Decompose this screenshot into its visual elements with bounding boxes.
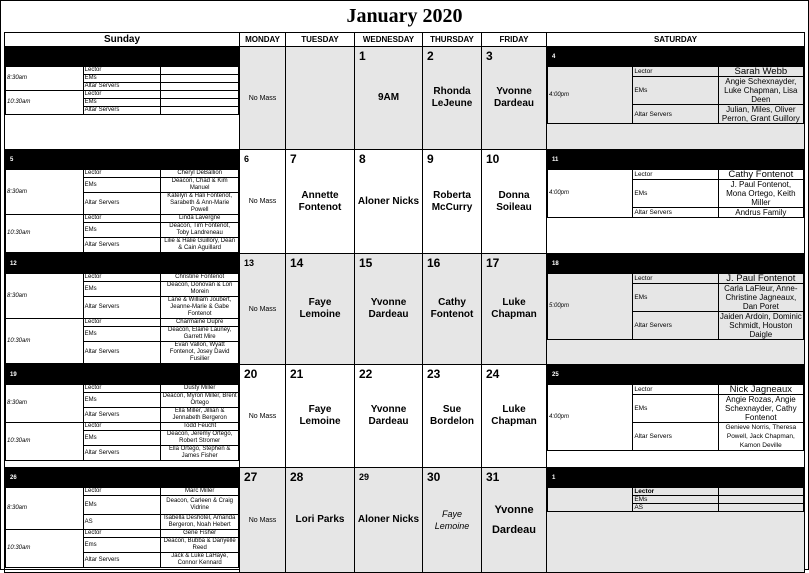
mass-time: 10:30am [6,91,84,115]
reader-name: Yvonne Dardeau [368,404,409,427]
reader-name: Rhonda LeJeune [431,86,473,109]
day-cell-tuesday [286,468,355,573]
reader-name: Sue Bordelon [430,404,474,427]
mass-time: 8:30am [6,170,84,215]
mass-time: 10:30am [6,423,84,461]
lector-name: Sarah Webb [718,67,803,77]
role-label: Altar Servers [83,446,161,461]
role-label: EMs [633,395,718,423]
ems-names [718,496,803,504]
role-label: Altar Servers [83,238,161,253]
day-cell-saturday [547,468,805,573]
reader-name: Yvonne Dardeau [493,86,534,109]
day-cell-saturday [547,254,805,365]
altar-servers: Jaiden Ardoin, Dominic Schmidt, Houston Daigle [719,312,802,339]
day-number: 27 [244,470,258,484]
weekday-sunday: Sunday [5,33,240,47]
role-label: EMs [83,75,161,83]
sunday-schedule [5,365,239,461]
role-label: Lector [83,385,161,393]
altar-servers: Lilie & Halie Guillory, Dean & Cain Aguillard [161,238,239,253]
ems-names: Carla LaFleur, Anne-Christine Jagneaux, Dan Poret [718,284,803,312]
lector-name: Todd Feucht [161,423,239,431]
mass-time [548,488,633,512]
ems-names [161,99,239,107]
ems-names: Deacon, Donovan & Lori Morein [161,282,239,297]
role-label: EMs [633,284,718,312]
reader-name: Lori Parks [295,514,345,525]
sunday-schedule [5,254,239,364]
sunday-schedule [5,47,239,115]
day-cell-tuesday [286,254,355,365]
no-mass-label: No Mass [248,94,277,102]
day-number: 28 [290,470,304,484]
day-number: 23 [427,367,441,381]
lector-name: Marc Miller [161,488,239,496]
role-label: Altar Servers [83,107,161,115]
day-cell-tuesday [286,150,355,254]
ems-names: Deacon, Jeremy Ortego, Robert Stromer [161,431,239,446]
role-label: Altar Servers [633,105,718,124]
role-label: Lector [83,91,161,99]
day-cell-friday [482,254,547,365]
sunday-schedule [5,468,239,568]
role-label: Lector [83,488,161,496]
role-label: Lector [83,67,161,75]
day-number: 20 [244,367,258,381]
reader-name: Donna Soileau [496,189,532,213]
role-label: EMs [83,327,161,342]
saturday-schedule [547,150,804,218]
role-label: EMs [83,496,161,515]
ems-names: J. Paul Fontenot, Mona Ortego, Keith Miller [718,180,803,208]
altar-servers [718,504,803,512]
day-number: 11 [548,151,804,170]
role-label: EMs [83,431,161,446]
lector-name: Linda Lavergne [161,215,239,223]
role-label: Altar Servers [83,83,161,91]
day-number: 1 [548,469,804,488]
day-number: 18 [548,255,804,274]
day-number: 9 [427,152,434,166]
role-label: Lector [633,170,718,180]
day-cell-saturday [547,365,805,468]
day-number: 15 [359,256,373,270]
reader-name: Aloner Nicks [357,195,420,207]
role-label: Lector [83,215,161,223]
day-cell-sunday [5,468,240,573]
role-label: EMs [83,99,161,107]
day-number: 26 [6,469,239,488]
weekday-monday: MONDAY [240,33,286,47]
role-label: EMs [83,393,161,408]
day-number: 12 [6,255,239,274]
altar-servers: Julian, Miles, Oliver Perron, Grant Guillory [718,105,803,124]
reader-name: Annette Fontenot [298,189,342,213]
mass-time: 10:30am [6,319,84,364]
day-cell-monday [240,468,286,573]
mass-time: 8:30am [6,488,84,530]
role-label: EMs [83,223,161,238]
mass-time: 4:00pm [548,67,633,124]
weekday-tuesday: TUESDAY [286,33,355,47]
weekday-friday: FRIDAY [482,33,547,47]
mass-time: 8:30am [6,67,84,91]
lector-name: J. Paul Fontenot [718,274,803,284]
role-label: Altar Servers [83,342,161,364]
role-label: Lector [633,385,718,395]
mass-time: 5:00pm [548,274,633,340]
mass-time: 8:30am [6,385,84,423]
mass-time: 10:30am [6,215,84,253]
role-label: Altar Servers [83,297,161,319]
mass-time: 4:00pm [548,170,633,218]
altar-servers: Isabella Deshotel, Amanda Bergeron, Noah Hebert [161,515,239,530]
day-cell-monday [240,47,286,150]
altar-servers: Ella Miller, Jillian & Jennabeth Bergeron [161,408,239,423]
weekday-wednesday: WEDNESDAY [355,33,423,47]
day-cell-sunday [5,365,240,468]
day-number: 29 [359,472,370,482]
day-cell-monday [240,254,286,365]
ems-names: Deacon, Carleen & Craig Vidrine [161,496,239,515]
day-cell-friday [482,365,547,468]
reader-name: Faye Lemoine [434,509,470,531]
altar-servers: Ella Ortego, Stephen & James Fisher [161,446,239,461]
day-number: 30 [427,470,441,484]
lector-name: Charmaine Dupre [161,319,239,327]
altar-servers [161,83,239,91]
day-number: 24 [486,367,500,381]
day-cell-sunday [5,47,240,150]
altar-servers: Evan Vallon, Wyatt Fontenot, Josey David Fusilier [161,342,239,364]
saturday-schedule [547,47,804,124]
day-cell-saturday [547,47,805,150]
day-cell-thursday [423,365,482,468]
day-number: 25 [548,366,804,385]
mass-time: 8:30am [6,274,84,319]
day-number: 5 [6,151,239,170]
weekday-thursday: THURSDAY [423,33,482,47]
day-number: 7 [290,152,297,166]
role-label: Lector [633,274,718,284]
role-label: EMs [83,178,161,193]
altar-servers: Katelyn & Hali Fontenot, Sarabeth & Ann-Marie Powell [161,193,239,215]
sunday-schedule [5,150,239,253]
day-cell-sunday [5,254,240,365]
day-cell-monday [240,365,286,468]
day-number: 4 [548,48,804,67]
ems-names: Deacon, Myron Miller, Brent Ortego [162,393,237,406]
role-label: Lector [83,274,161,282]
lector-name: Christine Fontenot [161,274,239,282]
reader-name: Luke Chapman [491,297,537,320]
altar-servers [161,107,239,115]
day-number: 10 [486,152,500,166]
altar-servers: Genieve Norris, Theresa Powell, Jack Chapman, Kamon Deville [718,423,803,451]
reader-name: Cathy Fontenot [430,297,474,320]
saturday-schedule [547,468,804,512]
day-cell-saturday [547,150,805,254]
day-number: 1 [359,49,366,63]
day-cell-friday [482,47,547,150]
mass-time: 4:00pm [548,385,633,451]
calendar-grid [4,32,805,573]
lector-name: Dusty Miller [161,385,239,393]
day-number [6,48,239,67]
reader-name: Yvonne Dardeau [368,297,409,320]
day-number: 6 [244,154,250,164]
weekday-saturday: SATURDAY [547,33,805,47]
mass-time: 10:30am [6,530,84,568]
role-label: Lector [83,319,161,327]
day-number: 13 [244,258,255,268]
role-label: AS [633,504,718,512]
day-cell-wednesday [355,254,423,365]
role-label: Lector [83,530,161,538]
day-number: 31 [486,470,500,484]
reader-name: Faye Lemoine [299,297,341,320]
day-cell-thursday [423,468,482,573]
role-label: EMs [633,180,718,208]
altar-servers: Jack & Luke LaHaye, Connor Kennard [161,553,239,568]
altar-servers: Lane & William Joubert, Jeanne-Marie & Gabe Fontenot [161,297,239,319]
ems-names: Deacon, Tim Fontenot, Toby Landreneau [161,223,239,238]
no-mass-label: No Mass [248,516,277,524]
ems-names: Deacon, Chad & Kim Manuel [161,178,239,193]
role-label: Lector [633,488,718,496]
role-label: EMs [633,496,718,504]
reader-name: Faye Lemoine [299,404,341,427]
day-number: 21 [290,367,304,381]
day-cell-friday [482,468,547,573]
lector-name [161,67,239,75]
reader-name: Yvonne Dardeau [491,504,537,536]
lector-name: Gene Fisher [161,530,239,538]
no-mass-label: No Mass [248,412,277,420]
lector-name: Cathy Fontenot [718,170,803,180]
no-mass-label: No Mass [248,198,277,205]
day-number: 19 [6,366,239,385]
day-cell-thursday [423,47,482,150]
day-number: 8 [359,152,366,166]
day-number: 22 [359,367,373,381]
saturday-schedule [547,365,804,451]
reader-name: Roberta McCurry [431,189,473,213]
lector-name: Cheryl DeBallion [161,170,239,178]
day-cell-tuesday [286,47,355,150]
role-label: Lector [83,423,161,431]
day-number: 3 [486,49,493,63]
role-label: Altar Servers [633,423,718,451]
page-title: January 2020 [346,5,463,27]
altar-servers: Andrus Family [718,208,803,218]
reader-name: Aloner Nicks [357,514,420,525]
ems-names: Angie Rozas, Angie Schexnayder, Cathy Fontenot [718,395,803,423]
reader-name: Luke Chapman [491,404,537,427]
day-cell-tuesday [286,365,355,468]
ems-names: Deacon, Elaine Launey, Garrett Mire [161,327,239,342]
role-label: Altar Servers [83,193,161,215]
lector-name: Nick Jagneaux [718,385,803,395]
role-label: Lector [83,170,161,178]
day-cell-wednesday [355,365,423,468]
role-label: Altar Servers [83,408,161,423]
day-number: 14 [290,256,304,270]
no-mass-label: No Mass [248,305,277,313]
day-number: 17 [486,256,500,270]
ems-names [161,75,239,83]
ems-names: Angie Schexnayder, Luke Chapman, Lisa Deen [718,77,803,105]
role-label: Altar Servers [633,208,718,218]
day-cell-wednesday [355,150,423,254]
role-label: EMs [83,282,161,297]
day-cell-friday [482,150,547,254]
role-label: Altar Servers [633,312,718,340]
saturday-schedule [547,254,804,340]
day-cell-thursday [423,150,482,254]
role-label: Altar Servers [83,553,161,568]
day-cell-sunday [5,150,240,254]
day-cell-wednesday [355,47,423,150]
reader-name: 9AM [377,92,400,103]
day-cell-wednesday [355,468,423,573]
lector-name [161,91,239,99]
day-cell-thursday [423,254,482,365]
day-number: 16 [427,256,441,270]
lector-name [718,488,803,496]
ems-names: Deacon, Bubba & Danyelle Reed [161,538,239,553]
day-number: 2 [427,49,434,63]
role-label: Ems [83,538,161,553]
role-label: Lector [633,67,718,77]
role-label: EMs [633,77,718,105]
day-cell-monday [240,150,286,254]
role-label: AS [83,515,161,530]
